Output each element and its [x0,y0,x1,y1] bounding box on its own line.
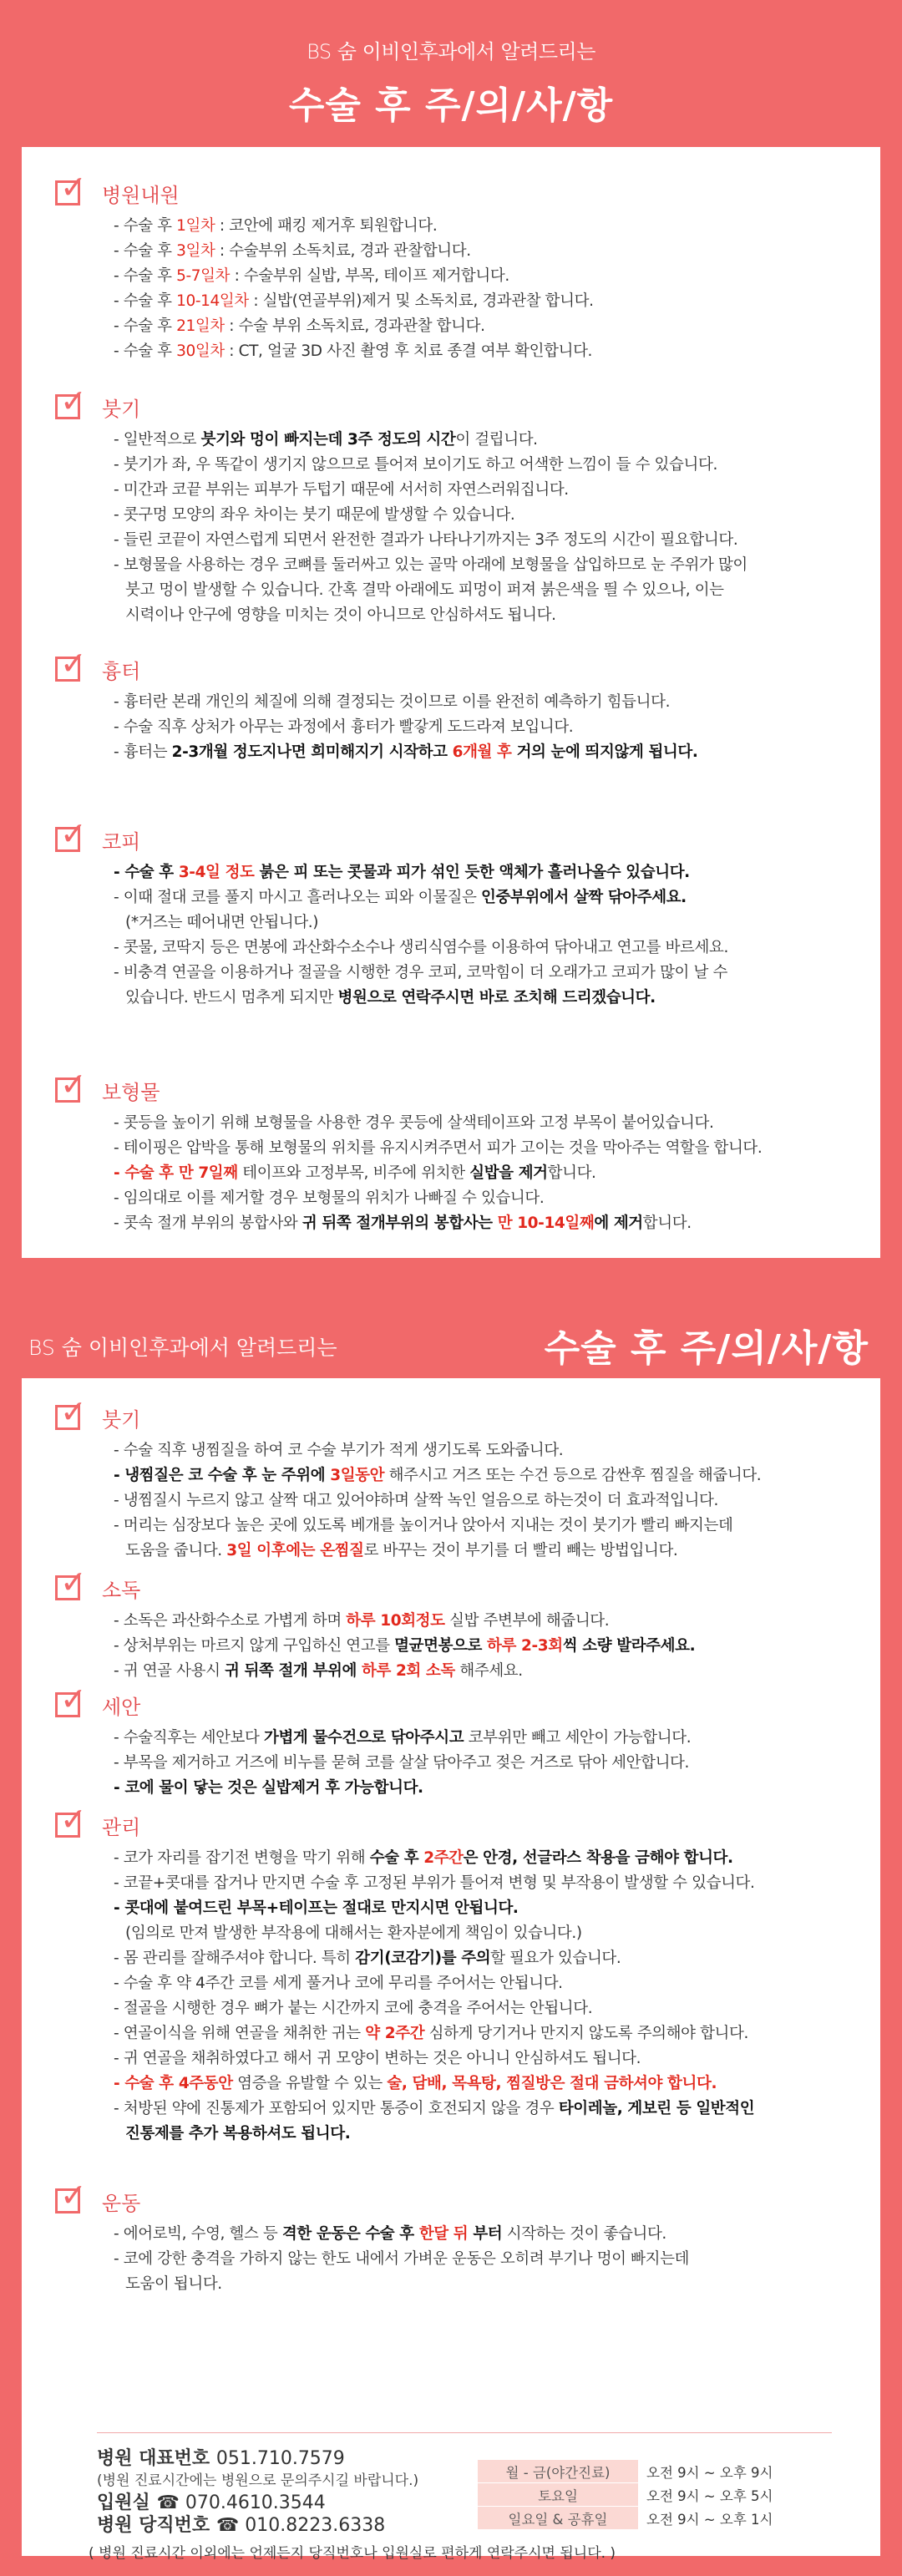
section-title: 흉터 [102,660,141,683]
section-lines [114,2222,849,2297]
text-segment: 진통제를 추가 복용하셔도 됩니다. [125,2125,351,2142]
text-segment: 귀 뒤쪽 절개부위의 봉합사는 [302,1214,498,1232]
checkbox-checked-icon: ✓ [55,1072,92,1106]
list-item [114,1921,849,1946]
text-segment: 6개월 후 [452,743,512,761]
text-segment: 감기(코감기)를 주의 [355,1950,491,1967]
list-item [114,2272,849,2297]
text-segment: - 콧속 절개 부위의 봉합사와 [114,1214,302,1232]
section-lines [114,1111,849,1236]
list-item [114,2097,849,2122]
hours-day: 일요일 & 공휴일 [478,2507,638,2530]
text-segment: 할 필요가 있습니다. [490,1950,621,1967]
text-segment: - 콧등을 높이기 위해 보형물을 사용한 경우 콧등에 살색테이프와 고정 부목이 붙어있습니다. [114,1114,714,1132]
text-segment: - 수술 후 [114,864,179,881]
text-segment: 병원으로 연락주시면 바로 조치해 드리겠습니다. [337,989,656,1007]
text-segment: - 코끝+콧대를 잡거나 만지면 수술 후 고정된 부위가 틀어져 변형 및 부작용이 발생할 수 있습니다. [114,1874,755,1892]
text-segment: (임의로 만져 발생한 부작용에 대해서는 환자분에게 책임이 있습니다.) [125,1924,582,1942]
text-segment: 약 2주간 [365,2025,425,2042]
checkbox-checked-icon: ✓ [55,1687,92,1721]
list-item [114,1996,849,2021]
list-item [114,1871,849,1896]
text-segment: (*거즈는 떼어내면 안됩니다.) [125,914,319,931]
text-segment: 심하게 당기거나 만지지 않도록 주의해야 합니다. [424,2025,748,2042]
text-segment: - 머리는 심장보다 높은 곳에 있도록 베개를 높이거나 앉아서 지내는 것이 붓기가 빨리 빠지는데 [114,1517,733,1534]
text-segment: 수술 후 [369,1849,424,1867]
list-item [114,339,849,364]
text-segment: - 귀 연골 사용시 [114,1662,226,1680]
header-title: 수술 후 주/의/사/항 [288,84,614,127]
list-item [114,1846,849,1871]
text-segment: 10-14일차 [176,292,249,310]
text-segment: 해주시고 거즈 또는 수건 등으로 감싼후 찜질을 해줍니다. [384,1467,762,1484]
section [55,815,849,1011]
section-lines [114,1726,849,1801]
text-segment: 붓고 멍이 발생할 수 있습니다. 간혹 결막 아래에도 피멍이 퍼져 붉은색을 띌 수 있으나, 이는 [125,581,724,599]
list-item [114,715,849,740]
text-segment: - 에어로빅, 수영, 헬스 등 [114,2225,282,2243]
list-item [114,478,849,503]
list-item [114,503,849,528]
top-header [0,0,902,142]
text-segment: : 수술 부위 소독치료, 경과관찰 합니다. [224,317,485,335]
section-title: 세안 [102,1696,141,1719]
list-item [114,214,849,239]
text-segment: - 들린 코끝이 자연스럽게 되면서 완전한 결과가 나타나기까지는 3주 정도의 시간이 필요합니다. [114,531,738,549]
text-segment: 있습니다. 반드시 멈추게 되지만 [125,989,338,1007]
hours-time: 오전 9시 ~ 오후 1시 [638,2507,788,2530]
list-item [114,961,849,986]
text-segment: : 수술부위 실밥, 부목, 테이프 제거합니다. [230,267,509,285]
checkbox-checked-icon: ✓ [55,652,92,685]
text-segment: 2주간 [423,1849,464,1867]
text-segment: - 코에 물이 닿는 것은 실밥제거 후 가능합니다. [114,1779,423,1797]
list-item [114,453,849,478]
text-segment: - 소독은 과산화수소로 가볍게 하며 [114,1612,347,1630]
list-item [114,1463,849,1488]
section-title: 붓기 [102,1408,141,1432]
text-segment: - 일반적으로 [114,431,201,449]
section-lines [114,860,849,1011]
section [55,1801,849,2147]
section [55,1066,849,1236]
ward-phone-row [97,2492,418,2514]
text-segment: - 흉터는 [114,743,172,761]
text-segment: 3-4일 정도 [178,864,255,881]
hours-row [478,2507,788,2530]
text-segment: 3일차 [176,242,215,260]
list-item [114,1726,849,1751]
duty-phone-row [97,2514,418,2537]
text-segment: 합니다. [642,1214,692,1232]
text-segment: 합니다. [547,1164,596,1182]
ward-phone-number: ☎ 070.4610.3544 [156,2492,326,2513]
text-segment: - 냉찜질시 누르지 않고 살짝 대고 있어야하며 살짝 녹인 얼음으로 하는것이 더 효과적입니다. [114,1492,718,1509]
text-segment: - 냉찜질은 코 수술 후 눈 주위에 [114,1467,331,1484]
text-segment: - 수술 후 4주동안 [114,2075,233,2092]
text-segment: - 붓기가 좌, 우 똑같이 생기지 않으므로 틀어져 보이기도 하고 어색한 느낌이 들 수 있습니다. [114,456,717,474]
checkbox-checked-icon: ✓ [55,389,92,423]
list-item [114,314,849,339]
checkbox-checked-icon: ✓ [55,1570,92,1604]
section-header [55,1564,849,1604]
text-segment: 도움이 됩니다. [125,2275,222,2293]
hours-day: 토요일 [478,2483,638,2507]
section [55,2177,849,2297]
section-title: 보형물 [102,1081,160,1104]
text-segment: - 콧물, 코딱지 등은 면봉에 과산화수소수나 생리식염수를 이용하여 닦아내고 연고를 바르세요. [114,939,728,956]
list-item [114,860,849,885]
checkbox-checked-icon: ✓ [55,822,92,855]
list-item [114,553,849,578]
text-segment: 테이프와 고정부목, 비주에 위치한 [237,1164,470,1182]
list-item [114,2071,849,2097]
text-segment: - 보형물을 사용하는 경우 코뼈를 둘러싸고 있는 골막 아래에 보형물을 삽입하므로 눈 주위가 많이 [114,556,747,574]
text-segment: 21일차 [176,317,225,335]
ward-phone-label: 입원실 [97,2492,150,2513]
text-segment: : 코안에 패킹 제거후 퇴원합니다. [215,217,438,235]
text-segment: - 코에 강한 충격을 가하지 않는 한도 내에서 가벼운 운동은 오히려 부기나 멍이 빠지는데 [114,2250,690,2268]
section-header [55,1801,849,1841]
text-segment: - 테이핑은 압박을 통해 보형물의 위치를 유지시켜주면서 피가 고이는 것을 막아주는 역할을 합니다. [114,1139,763,1157]
contact-block [97,2447,418,2537]
card-first [22,147,880,1258]
section-header [55,1066,849,1106]
list-item [114,986,849,1011]
section-title: 붓기 [102,398,141,421]
text-segment: 씩 소량 발라주세요. [562,1637,696,1655]
list-item [114,1659,849,1684]
mid-header-subtitle: BS 숨 이비인후과에서 알려드리는 [28,1336,337,1360]
list-item [114,1609,849,1634]
text-segment: 도움을 줍니다. [125,1542,227,1559]
list-item [114,264,849,289]
section [55,169,849,364]
text-segment: 하루 2-3회 [487,1637,563,1655]
text-segment: 해주세요. [454,1662,523,1680]
text-segment: 2-3개월 정도지나면 희미해지기 시작하고 [171,743,453,761]
text-segment: - 콧구멍 모양의 좌우 차이는 붓기 때문에 발생할 수 있습니다. [114,506,515,524]
main-phone-row [97,2447,418,2470]
text-segment: - 수술 후 [114,217,177,235]
hours-day: 월 - 금(야간진료) [478,2460,638,2483]
list-item [114,1514,849,1539]
list-item [114,578,849,603]
section-lines [114,428,849,628]
text-segment: 붓기와 멍이 빠지는데 3주 정도의 시간 [200,431,456,449]
text-segment: - 미간과 코끝 부위는 피부가 두텁기 때문에 서서히 자연스러워집니다. [114,481,569,499]
section-lines [114,1846,849,2147]
hours-time: 오전 9시 ~ 오후 5시 [638,2483,788,2507]
list-item [114,885,849,910]
section-header [55,169,849,209]
checkbox-checked-icon: ✓ [55,2183,92,2217]
text-segment: 이 걸립니다. [455,431,538,449]
list-item [114,1111,849,1136]
list-item [114,1946,849,1971]
text-segment: 5-7일차 [176,267,231,285]
text-segment: - 귀 연골을 채취하였다고 해서 귀 모양이 변하는 것은 아니니 안심하셔도 됩니다. [114,2050,641,2067]
main-phone-number: 051.710.7579 [215,2448,345,2469]
text-segment: - 콧대에 붙여드린 부목+테이프는 절대로 만지시면 안됩니다. [114,1899,519,1917]
contact-footer: ( 병원 진료시간 이외에는 언제든지 당직번호나 입원실로 편하게 연락주시면 됩니다. ) [89,2545,616,2562]
text-segment: 격한 운동은 수술 후 [281,2225,419,2243]
section [55,383,849,628]
text-segment: 가볍게 물수건으로 닦아주시고 [263,1729,464,1747]
text-segment: 에 제거 [594,1214,643,1232]
text-segment: - 임의대로 이를 제거할 경우 보형물의 위치가 나빠질 수 있습니다. [114,1189,545,1207]
text-segment: 부터 [468,2225,503,2243]
text-segment: 은 안경, 선글라스 착용을 금해야 합니다. [463,1849,733,1867]
mid-header-title: 수술 후 주/의/사/항 [544,1327,869,1370]
section-header [55,815,849,855]
section-title: 운동 [102,2192,141,2215]
text-segment: 시작하는 것이 좋습니다. [502,2225,666,2243]
text-segment: 귀 뒤쪽 절개 부위에 [225,1662,362,1680]
hours-table [478,2460,788,2530]
text-segment: 염증을 유발할 수 있는 [232,2075,388,2092]
list-item [114,2021,849,2046]
text-segment: - 부목을 제거하고 거즈에 비누를 묻혀 코를 살살 닦아주고 젖은 거즈로 닦아 세안합니다. [114,1754,690,1772]
text-segment: - 흉터란 본래 개인의 체질에 의해 결정되는 것이므로 이를 완전히 예측하기 힘듭니다. [114,693,671,711]
list-item [114,2247,849,2272]
divider [97,2432,832,2433]
hours-time: 오전 9시 ~ 오후 9시 [638,2460,788,2483]
text-segment: 붉은 피 또는 콧물과 피가 섞인 듯한 액체가 흘러나올수 있습니다. [254,864,690,881]
list-item [114,239,849,264]
section-lines [114,1438,849,1564]
list-item [114,289,849,314]
list-item [114,910,849,936]
main-phone-label: 병원 대표번호 [97,2448,210,2469]
section-header [55,1681,849,1721]
list-item [114,2046,849,2071]
list-item [114,1539,849,1564]
section [55,645,849,765]
text-segment: - 수술 직후 상처가 아무는 과정에서 흉터가 빨갛게 도드라져 보입니다. [114,718,574,736]
text-segment: - 수술 후 [114,342,177,360]
section-header [55,1393,849,1433]
text-segment: 타이레놀, 게보린 등 일반적인 [558,2100,755,2117]
text-segment: - 연골이식을 위해 연골을 채취한 귀는 [114,2025,366,2042]
list-item [114,1634,849,1659]
text-segment: 코부위만 빼고 세안이 가능합니다. [464,1729,692,1747]
text-segment: 실밥을 제거 [469,1164,548,1182]
checkbox-checked-icon: ✓ [55,1400,92,1433]
text-segment: 3일 이후에는 온찜질 [226,1542,364,1559]
text-segment: - 비충격 연골을 이용하거나 절골을 시행한 경우 코피, 코막힘이 더 오래가고 코피가 많이 날 수 [114,964,727,981]
section-title: 코피 [102,830,141,854]
list-item [114,936,849,961]
text-segment: 인중부위에서 살짝 닦아주세요. [480,889,687,906]
text-segment: - 수술 후 [114,317,177,335]
list-item [114,1211,849,1236]
duty-phone-number: ☎ 010.8223.6338 [215,2515,386,2536]
section-title: 관리 [102,1816,141,1839]
text-segment: 30일차 [176,342,225,360]
text-segment: 멸균면봉으로 [394,1637,488,1655]
section-header [55,383,849,423]
text-segment: - 상처부위는 마르지 않게 구입하신 연고를 [114,1637,395,1655]
list-item [114,1971,849,1996]
text-segment: 하루 2회 소독 [361,1662,455,1680]
text-segment: 만 10-14일째 [497,1214,595,1232]
text-segment: - 코가 자리를 잡기전 변형을 막기 위해 [114,1849,370,1867]
checkbox-checked-icon: ✓ [55,1808,92,1841]
text-segment: - 수술 후 [114,292,177,310]
text-segment: - 처방된 약에 진통제가 포함되어 있지만 통증이 호전되지 않을 경우 [114,2100,559,2117]
text-segment: : CT, 얼굴 3D 사진 촬영 후 치료 종결 여부 확인합니다. [224,342,593,360]
mid-header [0,1303,902,1378]
main-phone-note: (병원 진료시간에는 병원으로 문의주시길 바랍니다.) [97,2472,419,2489]
list-item [114,1896,849,1921]
list-item [114,2222,849,2247]
list-item [114,1186,849,1211]
text-segment: 로 바꾸는 것이 부기를 더 빨리 빼는 방법입니다. [363,1542,678,1559]
text-segment: : 수술부위 소독치료, 경과 관찰합니다. [215,242,471,260]
text-segment: - 이때 절대 코를 풀지 마시고 흘러나오는 피와 이물질은 [114,889,481,906]
section-lines [114,690,849,765]
list-item [114,1161,849,1186]
text-segment: - 수술 후 만 7일째 [114,1164,238,1182]
text-segment: - 수술 후 약 4주간 코를 세게 풀거나 코에 무리를 주어서는 안됩니다. [114,1975,563,1992]
checkbox-checked-icon: ✓ [55,175,92,209]
text-segment: - 수술 후 [114,242,177,260]
text-segment: - 수술직후는 세안보다 [114,1729,264,1747]
text-segment: 시력이나 안구에 영향을 미치는 것이 아니므로 안심하셔도 됩니다. [125,606,556,624]
section-header [55,645,849,685]
section [55,1681,849,1801]
text-segment: 3일동안 [330,1467,385,1484]
text-segment: : 실밥(연골부위)제거 및 소독치료, 경과관찰 합니다. [248,292,594,310]
section-header [55,2177,849,2217]
header-subtitle: BS 숨 이비인후과에서 알려드리는 [307,40,595,63]
section [55,1393,849,1564]
list-item [114,528,849,553]
text-segment: 술, 담배, 목욕탕, 찜질방은 절대 금하셔야 합니다. [387,2075,717,2092]
text-segment: 하루 10회정도 [346,1612,445,1630]
text-segment: 한달 뒤 [418,2225,469,2243]
section-title: 소독 [102,1579,141,1602]
duty-phone-label: 병원 당직번호 [97,2515,210,2536]
section [55,1564,849,1684]
card-second [22,1378,880,2562]
text-segment: 실밥 주변부에 해줍니다. [444,1612,610,1630]
section-lines [114,1609,849,1684]
list-item [114,1488,849,1514]
text-segment: - 수술 직후 냉찜질을 하여 코 수술 부기가 적게 생기도록 도와줍니다. [114,1442,564,1459]
text-segment: 1일차 [176,217,215,235]
list-item [114,1136,849,1161]
text-segment: - 절골을 시행한 경우 뼈가 붙는 시간까지 코에 충격을 주어서는 안됩니다. [114,2000,593,2017]
section-title: 병원내원 [102,184,180,207]
text-segment: - 몸 관리를 잘해주셔야 합니다. 특히 [114,1950,356,1967]
hours-row [478,2460,788,2483]
hours-row [478,2483,788,2507]
list-item [114,690,849,715]
text-segment: - 수술 후 [114,267,177,285]
list-item [114,1751,849,1776]
section-lines [114,214,849,364]
list-item [114,603,849,628]
list-item [114,1438,849,1463]
text-segment: 거의 눈에 띄지않게 됩니다. [511,743,698,761]
list-item [114,740,849,765]
list-item [114,1776,849,1801]
list-item [114,2122,849,2147]
list-item [114,428,849,453]
